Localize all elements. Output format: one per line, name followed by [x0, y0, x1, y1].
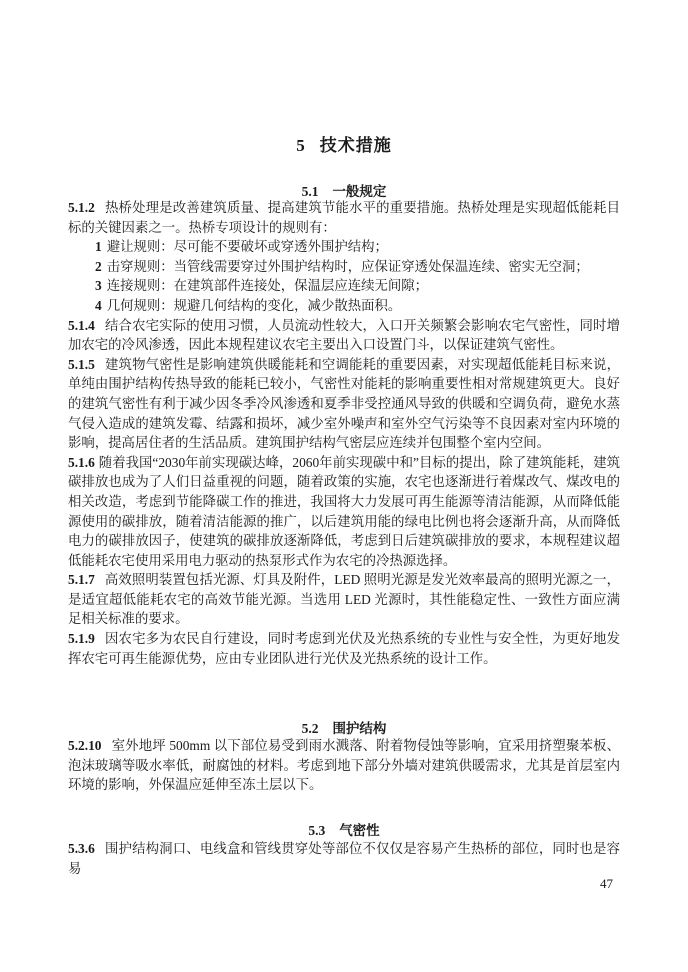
- chapter-number: 5: [296, 136, 306, 155]
- clause-5-2-10: [68, 736, 620, 795]
- section-title: 气密性: [339, 823, 380, 838]
- item-text: 避让规则：尽可能不要破坏或穿透外围护结构；: [106, 239, 388, 255]
- clause-5-3-6: [68, 839, 620, 878]
- section-heading-5-2: [0, 717, 688, 737]
- item-number: 2: [95, 258, 102, 274]
- clause-text: 高效照明装置包括光源、灯具及附件，LED 照明光源是发光效率最高的照明光源之一，是适宜超低能耗农宅的高效节能光源。当选用 LED 光源时，其性能稳定性、一致性方面应满足相关标准的要求。: [68, 572, 620, 627]
- clause-text: 热桥处理是改善建筑质量、提高建筑节能水平的重要措施。热桥处理是实现超低能耗目标的关键因素之一。热桥专项设计的规则有：: [68, 200, 620, 235]
- clause-5-1-5: [68, 355, 620, 453]
- clause-text: 结合农宅实际的使用习惯，人员流动性较大，入口开关频繁会影响农宅气密性，同时增加农宅的冷风渗透，因此本规程建议农宅主要出入口设置门斗，以保证建筑气密性。: [68, 317, 620, 353]
- clause-number: 5.1.7: [68, 572, 95, 588]
- section-heading-5-1: [0, 180, 688, 200]
- clause-text: 围护结构洞口、电线盒和管线贯穿处等部位不仅仅是容易产生热桥的部位，同时也是容易: [68, 841, 620, 876]
- section-title: 围护结构: [332, 721, 387, 736]
- item-text: 击穿规则：当管线需要穿过外围护结构时，应保证穿透处保温连续、密实无空洞；: [106, 258, 589, 274]
- clause-text: 建筑物气密性是影响建筑供暖能耗和空调能耗的重要因素，对实现超低能耗目标来说，单纯由围护结构传热导致的能耗已较小，气密性对能耗的影响重要性相对常规建筑更大。良好的建筑气密性有利于减少因冬季冷风渗透和夏季非受控通风导致的供暖和空调负荷，避免水蒸气侵入造成的建筑发霉、结露和损坏，减少室外噪声和室外空气污染等不良因素对室内环境的影响，提高居住者的生活品质。建筑围护结构气密层应连续并包围整个室内空间。: [68, 356, 620, 451]
- section-number: 5.1: [301, 184, 319, 199]
- section-heading-5-3: [0, 819, 688, 839]
- clause-number: 5.1.6: [68, 454, 95, 470]
- item-text: 连接规则：在建筑部件连接处，保温层应连续无间隙；: [106, 278, 429, 294]
- item-text: 几何规则：规避几何结构的变化，减少散热面积。: [106, 297, 402, 313]
- clause-5-1-6: [68, 453, 620, 571]
- page-number: 47: [600, 876, 613, 891]
- clause-5-1-2: [68, 198, 620, 237]
- list-item: [68, 257, 620, 277]
- section-number: 5.3: [308, 823, 326, 838]
- section-title: 一般规定: [332, 184, 387, 199]
- clause-5-1-4: [68, 316, 620, 355]
- clause-number: 5.1.4: [68, 317, 95, 333]
- clause-text: 随着我国“2030年前实现碳达峰，2060年前实现碳中和”目标的提出，除了建筑能耗，建筑碳排放也成为了人们日益重视的问题，随着政策的实施，农宅也逐渐进行着煤改气、煤改电的相关改造，考虑到节能降碳工作的推进，我国将大力发展可再生能源等清洁能源，从而降低能源使用的碳排放，随着清洁能源的推广，以后建筑用能的绿电比例也将会逐渐升高，从而降低电力的碳排放因子，使建筑的碳排放逐渐降低，考虑到日后建筑碳排放的要求，本规程建议超低能耗农宅使用采用电力驱动的热泵形式作为农宅的冷热源选择。: [68, 454, 620, 568]
- chapter-name: 技术措施: [319, 136, 392, 155]
- list-item: [68, 276, 620, 296]
- clause-number: 5.3.6: [68, 841, 95, 856]
- section-body-5-3: [68, 839, 620, 878]
- clause-number: 5.1.2: [68, 200, 95, 215]
- clause-number: 5.2.10: [68, 738, 102, 753]
- list-item: [68, 237, 620, 257]
- clause-text: 因农宅多为农民自行建设，同时考虑到光伏及光热系统的专业性与安全性，为更好地发挥农宅可再生能源优势，应由专业团队进行光伏及光热系统的设计工作。: [68, 631, 620, 666]
- clause-number: 5.1.9: [68, 631, 95, 647]
- section-body-5-1: [68, 198, 620, 668]
- section-body-5-2: [68, 736, 620, 795]
- list-item: [68, 296, 620, 316]
- item-number: 4: [95, 297, 102, 313]
- chapter-title: [0, 131, 688, 156]
- clause-text: 室外地坪 500mm 以下部位易受到雨水溅落、附着物侵蚀等影响，宜采用挤塑聚苯板、泡沫玻璃等吸水率低，耐腐蚀的材料。考虑到地下部分外墙对建筑供暖需求，尤其是首层室内环境的影响，外保温应延伸至冻土层以下。: [68, 738, 620, 793]
- section-number: 5.2: [301, 721, 319, 736]
- item-number: 3: [95, 278, 102, 294]
- clause-5-1-9: [68, 629, 620, 668]
- clause-5-1-7: [68, 570, 620, 629]
- item-number: 1: [95, 239, 102, 255]
- clause-number: 5.1.5: [68, 356, 95, 372]
